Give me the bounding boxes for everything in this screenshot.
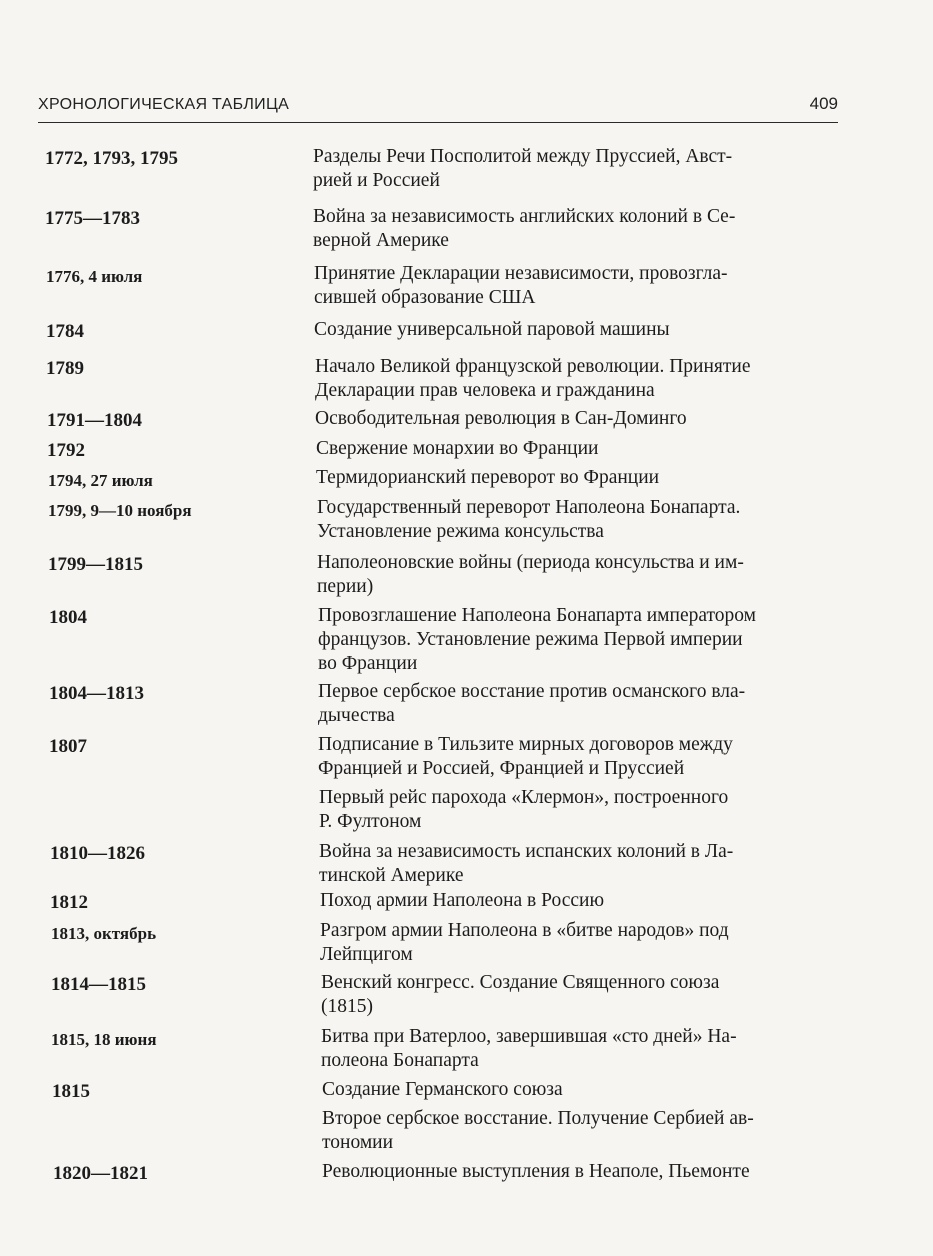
- description-line: рией и Россией: [313, 170, 440, 191]
- description-line: Наполеоновские войны (периода консульства и им-: [317, 552, 744, 573]
- description-line: Война за независимость английских колоний в Се-: [313, 206, 736, 227]
- description-line: Р. Фултоном: [319, 811, 422, 832]
- entry-description: [321, 971, 719, 1019]
- description-line: Францией и Россией, Францией и Пруссией: [318, 758, 685, 779]
- entry-date: 1804—1813: [49, 683, 144, 704]
- entry-description: [320, 889, 604, 913]
- entry-date: 1807: [49, 736, 87, 757]
- entry-date: 1812: [50, 892, 88, 913]
- entry-date: 1813, октябрь: [51, 924, 157, 943]
- description-line: Начало Великой французской революции. Принятие: [315, 356, 751, 377]
- description-line: во Франции: [318, 653, 418, 674]
- description-line: Провозглашение Наполеона Бонапарта императором: [318, 605, 756, 626]
- description-line: Подписание в Тильзите мирных договоров между: [318, 734, 733, 755]
- entry-description: [315, 355, 751, 403]
- entry-description: [313, 205, 735, 253]
- entry-description: [322, 1078, 563, 1102]
- description-line: Революционные выступления в Неаполе, Пьемонте: [322, 1161, 750, 1182]
- description-line: Поход армии Наполеона в Россию: [320, 890, 605, 911]
- entry-date: 1799, 9—10 ноября: [48, 501, 192, 520]
- entry-description: [322, 1107, 754, 1155]
- entry-date: 1815: [52, 1081, 90, 1102]
- entry-description: [315, 407, 687, 431]
- entry-date: 1799—1815: [48, 554, 143, 575]
- description-line: Установление режима консульства: [317, 521, 604, 542]
- description-line: Разгром армии Наполеона в «битве народов» под: [320, 920, 729, 941]
- description-line: дычества: [318, 705, 395, 726]
- entry-description: [318, 604, 756, 676]
- description-line: Государственный переворот Наполеона Бонапарта.: [317, 497, 741, 518]
- entry-description: [313, 145, 732, 193]
- entry-description: [314, 262, 728, 310]
- entry-date: 1815, 18 июня: [51, 1030, 157, 1049]
- entry-date: 1810—1826: [50, 843, 145, 864]
- entry-description: [317, 496, 740, 544]
- description-line: тономии: [322, 1132, 394, 1153]
- description-line: верной Америке: [313, 230, 449, 251]
- description-line: Термидорианский переворот во Франции: [316, 467, 660, 488]
- entry-description: [317, 551, 744, 599]
- entry-description: [318, 733, 733, 781]
- entry-description: [320, 919, 729, 967]
- entry-date: 1772, 1793, 1795: [45, 148, 178, 169]
- description-line: Венский конгресс. Создание Священного союза: [321, 972, 720, 993]
- entry-description: [319, 786, 728, 834]
- entry-date: 1804: [49, 607, 87, 628]
- running-header: [38, 92, 838, 123]
- page-number: 409: [809, 94, 838, 113]
- description-line: Создание универсальной паровой машины: [314, 319, 670, 340]
- entry-date: 1775—1783: [45, 208, 140, 229]
- entry-date: 1776, 4 июля: [46, 267, 143, 286]
- entry-date: 1791—1804: [47, 410, 142, 431]
- entry-description: [318, 680, 745, 728]
- entry-description: [316, 437, 598, 461]
- entry-date: 1792: [47, 440, 85, 461]
- entry-description: [319, 840, 733, 888]
- description-line: Декларации прав человека и гражданина: [315, 380, 655, 401]
- description-line: Свержение монархии во Франции: [316, 438, 599, 459]
- description-line: французов. Установление режима Первой империи: [318, 629, 743, 650]
- description-line: Война за независимость испанских колоний в Ла-: [319, 841, 734, 862]
- description-line: сившей образование США: [314, 287, 536, 308]
- description-line: полеона Бонапарта: [321, 1050, 479, 1071]
- header-title: ХРОНОЛОГИЧЕСКАЯ ТАБЛИЦА: [38, 96, 290, 113]
- description-line: Создание Германского союза: [322, 1079, 563, 1100]
- entry-date: 1789: [46, 358, 84, 379]
- description-line: Освободительная революция в Сан-Доминго: [315, 408, 687, 429]
- description-line: Лейпцигом: [320, 944, 413, 965]
- entry-description: [314, 318, 670, 342]
- description-line: Первое сербское восстание против османского вла-: [318, 681, 746, 702]
- description-line: Битва при Ватерлоо, завершившая «сто дней» На-: [321, 1026, 737, 1047]
- description-line: перии): [317, 576, 374, 597]
- entry-date: 1784: [46, 321, 84, 342]
- description-line: Принятие Декларации независимости, провозгла-: [314, 263, 728, 284]
- description-line: Первый рейс парохода «Клермон», построенного: [319, 787, 729, 808]
- entry-description: [321, 1025, 737, 1073]
- entry-date: 1814—1815: [51, 974, 146, 995]
- entry-date: 1820—1821: [53, 1163, 148, 1184]
- description-line: Второе сербское восстание. Получение Сербией ав-: [322, 1108, 754, 1129]
- entry-description: [322, 1160, 750, 1184]
- description-line: тинской Америке: [319, 865, 464, 886]
- description-line: Разделы Речи Посполитой между Пруссией, Авст-: [313, 146, 733, 167]
- description-line: (1815): [321, 996, 373, 1017]
- entry-date: 1794, 27 июля: [48, 471, 153, 490]
- entry-description: [316, 466, 659, 490]
